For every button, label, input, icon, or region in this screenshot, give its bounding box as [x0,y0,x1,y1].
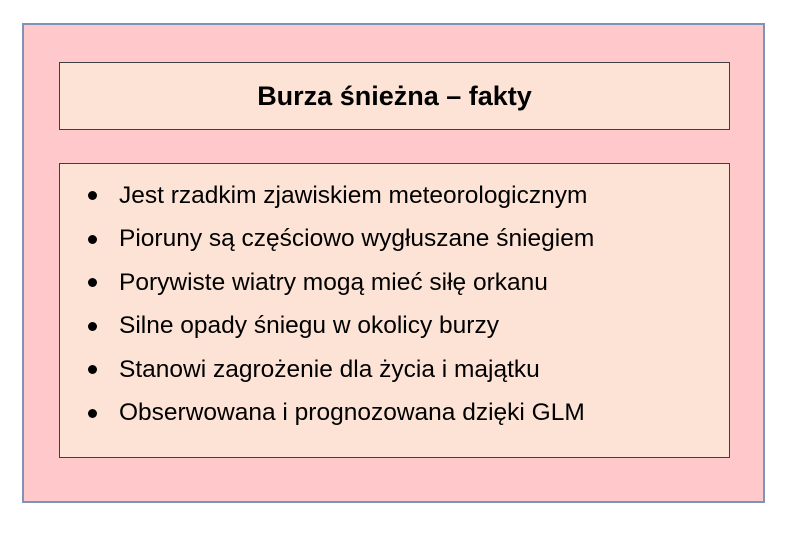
bullet-icon [88,278,97,287]
list-item [60,218,729,262]
bullet-icon [88,322,97,331]
bullet-icon [88,365,97,374]
list-item [60,174,729,218]
fact-text: Silne opady śniegu w okolicy burzy [119,312,499,340]
list-item [60,305,729,349]
fact-text: Porywiste wiatry mogą mieć siłę orkanu [119,268,548,296]
list-item [60,261,729,305]
fact-text: Obserwowana i prognozowana dzięki GLM [119,399,585,427]
fact-text: Jest rzadkim zjawiskiem meteorologicznym [119,181,588,209]
bullet-icon [88,235,97,244]
title-box [59,62,730,130]
bullet-icon [88,191,97,200]
fact-text: Pioruny są częściowo wygłuszane śniegiem [119,225,595,253]
list-item [60,348,729,392]
facts-box [59,163,730,458]
fact-text: Stanowi zagrożenie dla życia i majątku [119,355,540,383]
page-title: Burza śnieżna – fakty [257,80,532,111]
bullet-icon [88,409,97,418]
list-item [60,392,729,436]
facts-list [60,174,729,435]
